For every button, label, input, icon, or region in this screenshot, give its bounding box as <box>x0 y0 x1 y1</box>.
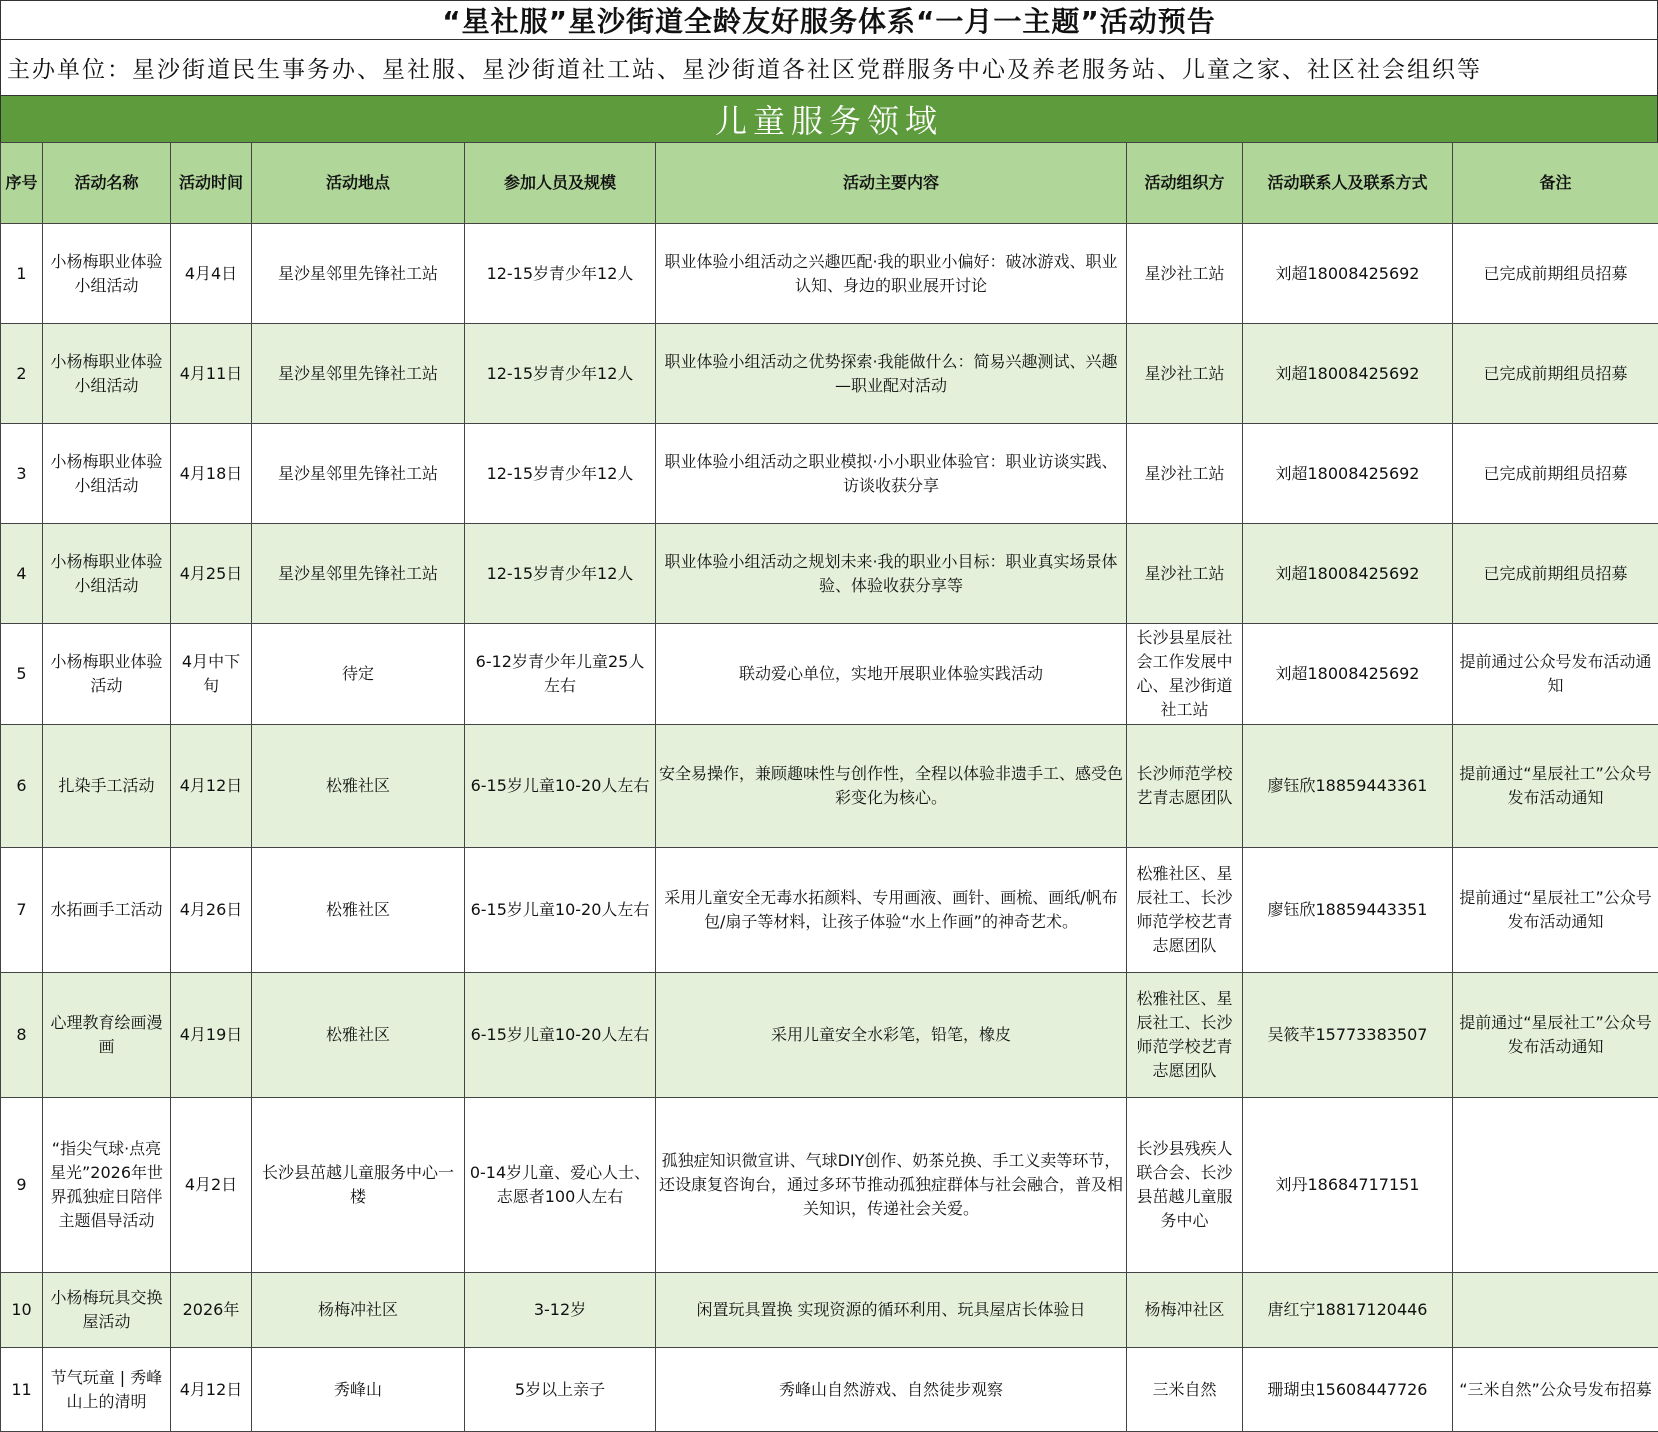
cell-location: 星沙星邻里先锋社工站 <box>252 324 465 424</box>
cell-name: 小杨梅职业体验小组活动 <box>43 224 171 324</box>
cell-time: 4月中下旬 <box>171 624 252 725</box>
cell-organizer: 松雅社区、星辰社工、长沙师范学校艺青志愿团队 <box>1127 973 1243 1098</box>
cell-location: 松雅社区 <box>252 973 465 1098</box>
cell-participants: 3-12岁 <box>465 1273 656 1348</box>
cell-organizer: 杨梅冲社区 <box>1127 1273 1243 1348</box>
cell-name: 小杨梅职业体验活动 <box>43 624 171 725</box>
cell-content: 闲置玩具置换 实现资源的循环利用、玩具屋店长体验日 <box>656 1273 1127 1348</box>
cell-content: 孤独症知识微宣讲、气球DIY创作、奶茶兑换、手工义卖等环节，还设康复咨询台，通过多环节推动孤独症群体与社会融合，普及相关知识，传递社会关爱。 <box>656 1098 1127 1273</box>
cell-remarks: 提前通过“星辰社工”公众号发布活动通知 <box>1453 848 1658 973</box>
cell-contact: 唐红宁18817120446 <box>1243 1273 1453 1348</box>
cell-no: 3 <box>1 424 43 524</box>
cell-organizer: 星沙社工站 <box>1127 324 1243 424</box>
table-row <box>1 624 1658 725</box>
cell-time: 4月26日 <box>171 848 252 973</box>
cell-no: 2 <box>1 324 43 424</box>
cell-contact: 刘超18008425692 <box>1243 624 1453 725</box>
cell-remarks: 提前通过公众号发布活动通知 <box>1453 624 1658 725</box>
cell-location: 松雅社区 <box>252 725 465 848</box>
cell-organizer: 长沙师范学校艺青志愿团队 <box>1127 725 1243 848</box>
cell-name: 扎染手工活动 <box>43 725 171 848</box>
header-time: 活动时间 <box>171 143 252 224</box>
cell-participants: 6-15岁儿童10-20人左右 <box>465 848 656 973</box>
cell-content: 职业体验小组活动之职业模拟·小小职业体验官：职业访谈实践、访谈收获分享 <box>656 424 1127 524</box>
table-header-row <box>1 143 1658 224</box>
table-row <box>1 973 1658 1098</box>
cell-location: 秀峰山 <box>252 1348 465 1432</box>
cell-remarks: 已完成前期组员招募 <box>1453 224 1658 324</box>
cell-location: 松雅社区 <box>252 848 465 973</box>
cell-participants: 12-15岁青少年12人 <box>465 324 656 424</box>
table-body <box>1 224 1658 1432</box>
cell-content: 秀峰山自然游戏、自然徒步观察 <box>656 1348 1127 1432</box>
activity-table <box>0 142 1658 1432</box>
cell-no: 6 <box>1 725 43 848</box>
cell-location: 星沙星邻里先锋社工站 <box>252 424 465 524</box>
cell-time: 4月2日 <box>171 1098 252 1273</box>
header-no: 序号 <box>1 143 43 224</box>
cell-name: 水拓画手工活动 <box>43 848 171 973</box>
section-title: 儿童服务领域 <box>0 96 1658 142</box>
cell-participants: 12-15岁青少年12人 <box>465 424 656 524</box>
cell-participants: 5岁以上亲子 <box>465 1348 656 1432</box>
table-row <box>1 1273 1658 1348</box>
cell-participants: 6-15岁儿童10-20人左右 <box>465 725 656 848</box>
cell-content: 职业体验小组活动之兴趣匹配·我的职业小偏好：破冰游戏、职业认知、身边的职业展开讨论 <box>656 224 1127 324</box>
cell-participants: 0-14岁儿童、爱心人士、志愿者100人左右 <box>465 1098 656 1273</box>
cell-organizer: 松雅社区、星辰社工、长沙师范学校艺青志愿团队 <box>1127 848 1243 973</box>
header-organizer: 活动组织方 <box>1127 143 1243 224</box>
cell-organizer: 星沙社工站 <box>1127 524 1243 624</box>
cell-contact: 刘超18008425692 <box>1243 424 1453 524</box>
organizers-line: 主办单位：星沙街道民生事务办、星社服、星沙街道社工站、星沙街道各社区党群服务中心及养老服务站、儿童之家、社区社会组织等 <box>0 40 1658 96</box>
cell-time: 4月12日 <box>171 725 252 848</box>
cell-time: 4月11日 <box>171 324 252 424</box>
cell-location: 星沙星邻里先锋社工站 <box>252 224 465 324</box>
header-location: 活动地点 <box>252 143 465 224</box>
cell-remarks: 已完成前期组员招募 <box>1453 524 1658 624</box>
cell-time: 4月18日 <box>171 424 252 524</box>
cell-organizer: 长沙县星辰社会工作发展中心、星沙街道社工站 <box>1127 624 1243 725</box>
cell-name: 小杨梅职业体验小组活动 <box>43 524 171 624</box>
cell-time: 2026年 <box>171 1273 252 1348</box>
cell-no: 10 <box>1 1273 43 1348</box>
cell-location: 星沙星邻里先锋社工站 <box>252 524 465 624</box>
cell-remarks: 已完成前期组员招募 <box>1453 324 1658 424</box>
cell-no: 11 <box>1 1348 43 1432</box>
table-row <box>1 524 1658 624</box>
header-contact: 活动联系人及联系方式 <box>1243 143 1453 224</box>
cell-no: 1 <box>1 224 43 324</box>
table-row <box>1 424 1658 524</box>
cell-contact: 吴筱芊15773383507 <box>1243 973 1453 1098</box>
cell-organizer: 星沙社工站 <box>1127 224 1243 324</box>
cell-contact: 刘超18008425692 <box>1243 324 1453 424</box>
table-row <box>1 324 1658 424</box>
cell-participants: 6-12岁青少年儿童25人左右 <box>465 624 656 725</box>
cell-name: 小杨梅职业体验小组活动 <box>43 424 171 524</box>
cell-participants: 12-15岁青少年12人 <box>465 524 656 624</box>
cell-contact: 刘丹18684717151 <box>1243 1098 1453 1273</box>
cell-no: 5 <box>1 624 43 725</box>
cell-remarks <box>1453 1098 1658 1273</box>
cell-name: 节气玩童 | 秀峰山上的清明 <box>43 1348 171 1432</box>
cell-no: 4 <box>1 524 43 624</box>
cell-remarks <box>1453 1273 1658 1348</box>
cell-name: 小杨梅玩具交换屋活动 <box>43 1273 171 1348</box>
cell-location: 杨梅冲社区 <box>252 1273 465 1348</box>
header-remarks: 备注 <box>1453 143 1658 224</box>
cell-location: 长沙县茁越儿童服务中心一楼 <box>252 1098 465 1273</box>
cell-location: 待定 <box>252 624 465 725</box>
cell-remarks: 已完成前期组员招募 <box>1453 424 1658 524</box>
cell-time: 4月4日 <box>171 224 252 324</box>
cell-remarks: 提前通过“星辰社工”公众号发布活动通知 <box>1453 725 1658 848</box>
cell-contact: 廖钰欣18859443361 <box>1243 725 1453 848</box>
cell-time: 4月25日 <box>171 524 252 624</box>
cell-contact: 珊瑚虫15608447726 <box>1243 1348 1453 1432</box>
cell-no: 7 <box>1 848 43 973</box>
cell-time: 4月12日 <box>171 1348 252 1432</box>
cell-organizer: 星沙社工站 <box>1127 424 1243 524</box>
cell-contact: 刘超18008425692 <box>1243 524 1453 624</box>
cell-content: 职业体验小组活动之规划未来·我的职业小目标：职业真实场景体验、体验收获分享等 <box>656 524 1127 624</box>
cell-remarks: “三米自然”公众号发布招募 <box>1453 1348 1658 1432</box>
cell-contact: 廖钰欣18859443351 <box>1243 848 1453 973</box>
table-row <box>1 725 1658 848</box>
cell-content: 联动爱心单位，实地开展职业体验实践活动 <box>656 624 1127 725</box>
cell-remarks: 提前通过“星辰社工”公众号发布活动通知 <box>1453 973 1658 1098</box>
page-title: “星社服”星沙街道全龄友好服务体系“一月一主题”活动预告 <box>0 0 1658 40</box>
table-row <box>1 224 1658 324</box>
cell-organizer: 三米自然 <box>1127 1348 1243 1432</box>
table-row <box>1 1348 1658 1432</box>
cell-content: 采用儿童安全无毒水拓颜料、专用画液、画针、画梳、画纸/帆布包/扇子等材料，让孩子体验“水上作画”的神奇艺术。 <box>656 848 1127 973</box>
cell-name: “指尖气球·点亮星光”2026年世界孤独症日陪伴主题倡导活动 <box>43 1098 171 1273</box>
cell-no: 8 <box>1 973 43 1098</box>
cell-participants: 6-15岁儿童10-20人左右 <box>465 973 656 1098</box>
cell-time: 4月19日 <box>171 973 252 1098</box>
cell-content: 职业体验小组活动之优势探索·我能做什么：简易兴趣测试、兴趣—职业配对活动 <box>656 324 1127 424</box>
cell-organizer: 长沙县残疾人联合会、长沙县茁越儿童服务中心 <box>1127 1098 1243 1273</box>
cell-content: 采用儿童安全水彩笔，铅笔，橡皮 <box>656 973 1127 1098</box>
cell-contact: 刘超18008425692 <box>1243 224 1453 324</box>
cell-no: 9 <box>1 1098 43 1273</box>
header-content: 活动主要内容 <box>656 143 1127 224</box>
table-row <box>1 1098 1658 1273</box>
table-row <box>1 848 1658 973</box>
cell-name: 心理教育绘画漫画 <box>43 973 171 1098</box>
cell-name: 小杨梅职业体验小组活动 <box>43 324 171 424</box>
cell-content: 安全易操作，兼顾趣味性与创作性，全程以体验非遗手工、感受色彩变化为核心。 <box>656 725 1127 848</box>
header-name: 活动名称 <box>43 143 171 224</box>
header-participants: 参加人员及规模 <box>465 143 656 224</box>
cell-participants: 12-15岁青少年12人 <box>465 224 656 324</box>
